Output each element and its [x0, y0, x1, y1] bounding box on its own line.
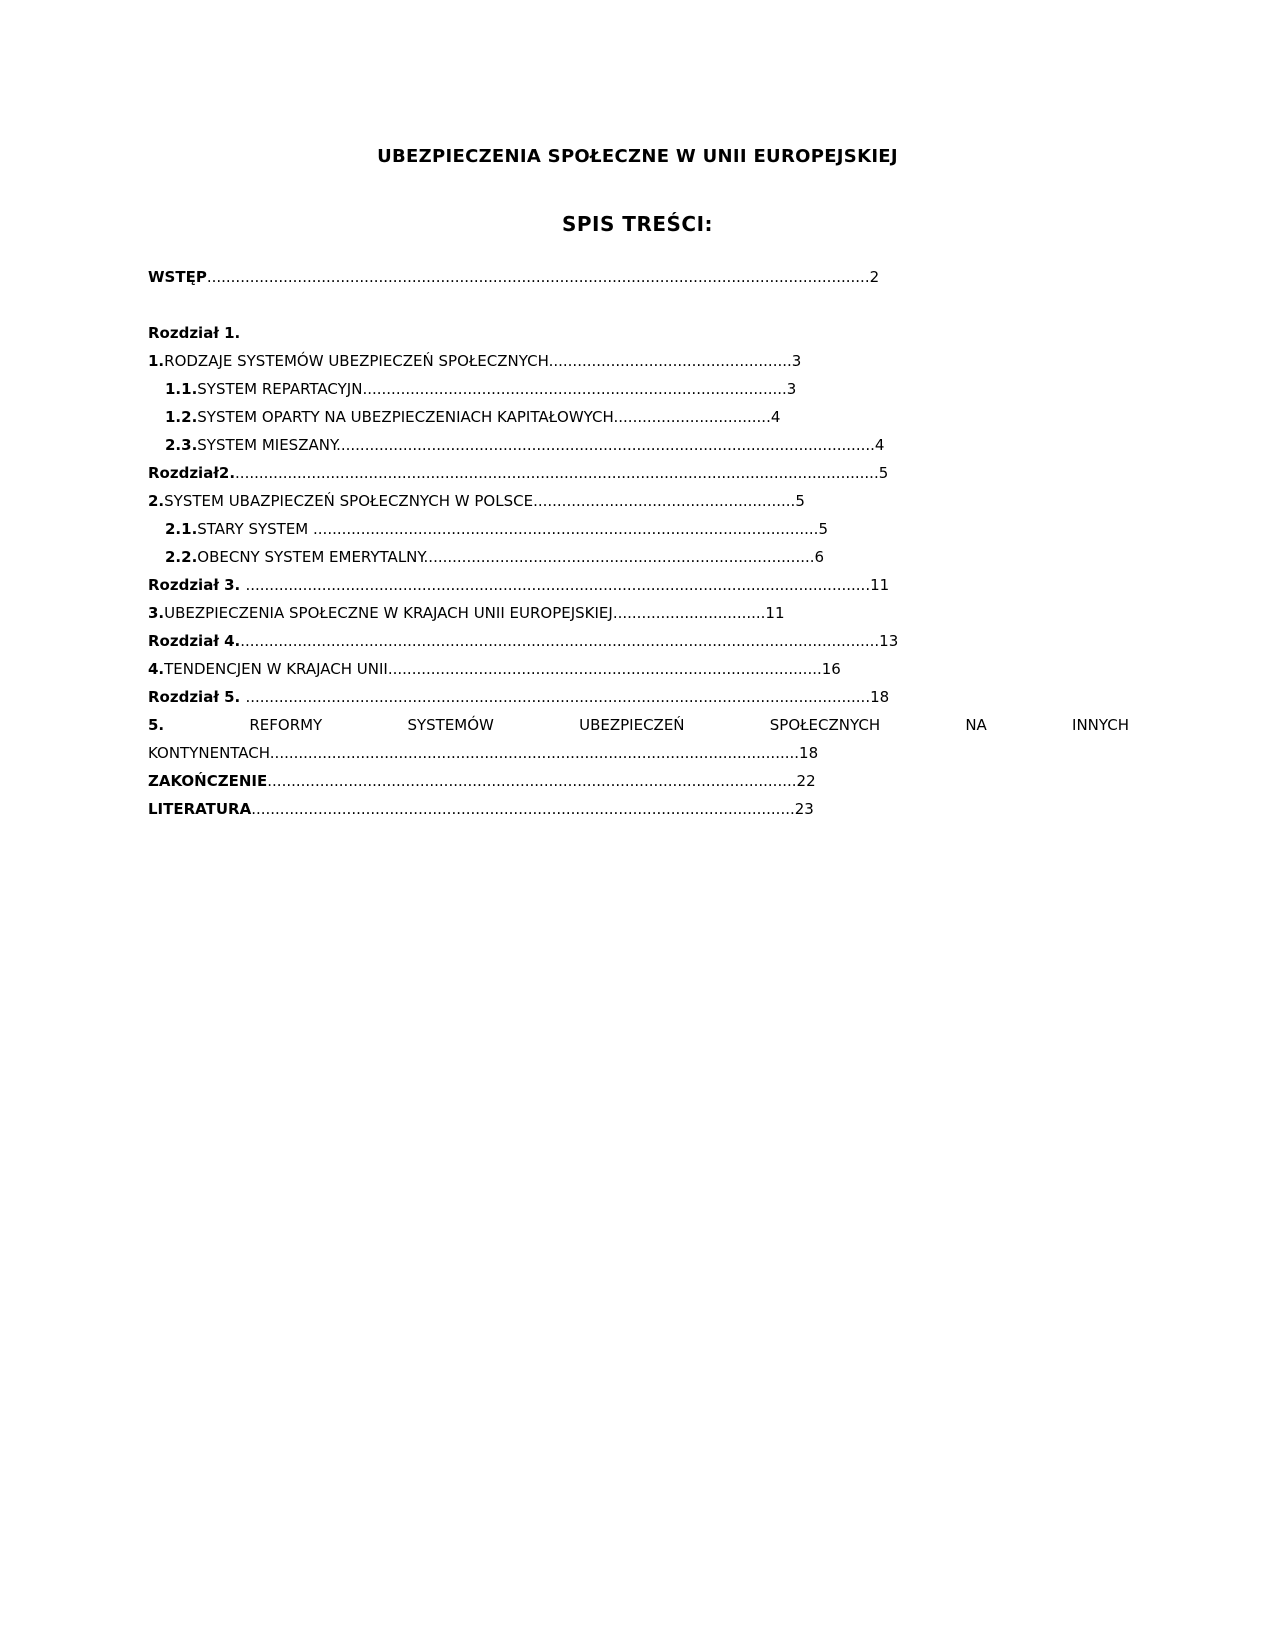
toc-number: 2. [148, 492, 165, 510]
toc-leader-dots: ................................................................................................................................... [245, 576, 871, 594]
toc-label: LITERATURA [148, 800, 252, 818]
toc-leader-dots: ................................ [612, 604, 766, 622]
toc-number: 1.2. [165, 408, 198, 426]
toc-label: SYSTEM OPARTY NA UBEZPIECZENIACH KAPITAŁOWYCH [197, 408, 614, 426]
toc-word: SPOŁECZNYCH [769, 716, 881, 734]
toc-heading: SPIS TREŚCI: [561, 212, 714, 236]
toc-number: 2.3. [165, 436, 198, 454]
toc-leader-dots: ....................................................................................................................................... [235, 464, 879, 482]
toc-label: WSTĘP [148, 268, 207, 286]
toc-label: STARY SYSTEM [197, 520, 314, 538]
toc-entry-wstep[interactable] [148, 263, 879, 292]
toc-page-number: 5 [795, 492, 805, 510]
toc-label: Rozdział 4. [148, 632, 241, 650]
toc-number: 2.1. [165, 520, 198, 538]
toc-page-number: 3 [786, 380, 797, 398]
toc-label: ZAKOŃCZENIE [148, 772, 268, 790]
toc-leader-dots: ................................................................................................................. [336, 436, 875, 454]
toc-entry-2-3[interactable] [165, 431, 884, 460]
toc-label: TENDENCJEN W KRAJACH UNII. [164, 660, 393, 678]
toc-number: 2.2. [165, 548, 198, 566]
toc-word: SYSTEMÓW [407, 716, 494, 734]
toc-number: 5. [148, 716, 165, 734]
toc-leader-dots: ................................. [613, 408, 771, 426]
toc-number: 1.1. [165, 380, 198, 398]
toc-page-number: 2 [869, 268, 880, 286]
toc-page-number: 18 [870, 688, 890, 706]
chapter-1-heading: Rozdział 1. [148, 324, 241, 342]
toc-label: SYSTEM MIESZANY [197, 436, 337, 454]
toc-entry-chapter-2-heading[interactable] [148, 459, 888, 488]
toc-label: SYSTEM UBAZPIECZEŃ SPOŁECZNYCH W POLSCE [164, 492, 534, 510]
toc-entry-2-1[interactable] [165, 515, 828, 544]
toc-number: 1. [148, 352, 165, 370]
toc-label: Rozdział 5. [148, 688, 246, 706]
toc-page-number: 22 [796, 772, 816, 790]
toc-label: Rozdział2. [148, 464, 236, 482]
toc-number: 4. [148, 660, 165, 678]
toc-label: SYSTEM REPARTACYJN [197, 380, 363, 398]
toc-entry-chapter-3[interactable] [148, 599, 785, 628]
toc-page-number: 18 [799, 744, 819, 762]
toc-entry-chapter-5-heading[interactable] [148, 683, 889, 712]
toc-entry-2-2[interactable] [165, 543, 824, 572]
toc-page-number: 3 [791, 352, 802, 370]
toc-leader-dots: .......................................................................................................... [313, 520, 819, 538]
toc-page-number: 16 [821, 660, 841, 678]
toc-page-number: 11 [765, 604, 785, 622]
toc-word: INNYCH [1072, 716, 1129, 734]
toc-entry-chapter-5-line2[interactable] [148, 739, 818, 768]
toc-label: Rozdział 3. [148, 576, 246, 594]
toc-leader-dots: ............................................................................................................... [267, 772, 797, 790]
toc-leader-dots: ........................................................................................................................................... [206, 268, 870, 286]
toc-entry-chapter-2[interactable] [148, 487, 805, 516]
toc-label: OBECNY SYSTEM EMERYTALNY [197, 548, 424, 566]
toc-entry-chapter-1[interactable] [148, 347, 801, 376]
toc-label: KONTYNENTACH [148, 744, 270, 762]
toc-leader-dots: .................................................................................................................. [251, 800, 795, 818]
toc-word: UBEZPIECZEŃ [579, 716, 685, 734]
toc-label: UBEZPIECZENIA SPOŁECZNE W KRAJACH UNII EUROPEJSKIEJ [164, 604, 613, 622]
toc-number: 3. [148, 604, 165, 622]
toc-entry-zakonczenie[interactable] [148, 767, 816, 796]
toc-entry-chapter-3-heading[interactable] [148, 571, 889, 600]
document-title: UBEZPIECZENIA SPOŁECZNE W UNII EUROPEJSKIEJ [377, 146, 898, 167]
toc-leader-dots: .................................................................................. [423, 548, 815, 566]
toc-entry-chapter-4-heading[interactable] [148, 627, 898, 656]
toc-page-number: 5 [878, 464, 889, 482]
toc-page-number: 13 [879, 632, 899, 650]
toc-page-number: 11 [870, 576, 890, 594]
toc-page-number: 4 [874, 436, 885, 454]
toc-entry-chapter-5-line1[interactable] [148, 711, 1129, 740]
toc-entry-literatura[interactable] [148, 795, 814, 824]
toc-label: RODZAJE SYSTEMÓW UBEZPIECZEŃ SPOŁECZNYCH [164, 352, 549, 370]
toc-leader-dots: ....................................................... [533, 492, 796, 510]
toc-leader-dots: ................................................... [548, 352, 792, 370]
toc-word: REFORMY [249, 716, 323, 734]
toc-word: NA [965, 716, 987, 734]
toc-leader-dots: .......................................................................................... [392, 660, 822, 678]
toc-leader-dots: ...................................................................................................................................... [240, 632, 880, 650]
toc-entry-chapter-4[interactable] [148, 655, 841, 684]
toc-page-number: 6 [814, 548, 825, 566]
toc-leader-dots: ............................................................................................................... [269, 744, 800, 762]
toc-leader-dots: ................................................................................................................................... [245, 688, 871, 706]
toc-page-number: 4 [770, 408, 781, 426]
toc-leader-dots: ......................................................................................... [362, 380, 787, 398]
toc-page-number: 5 [818, 520, 828, 538]
toc-entry-1-2[interactable] [165, 403, 780, 432]
toc-entry-1-1[interactable] [165, 375, 796, 404]
toc-page-number: 23 [794, 800, 814, 818]
